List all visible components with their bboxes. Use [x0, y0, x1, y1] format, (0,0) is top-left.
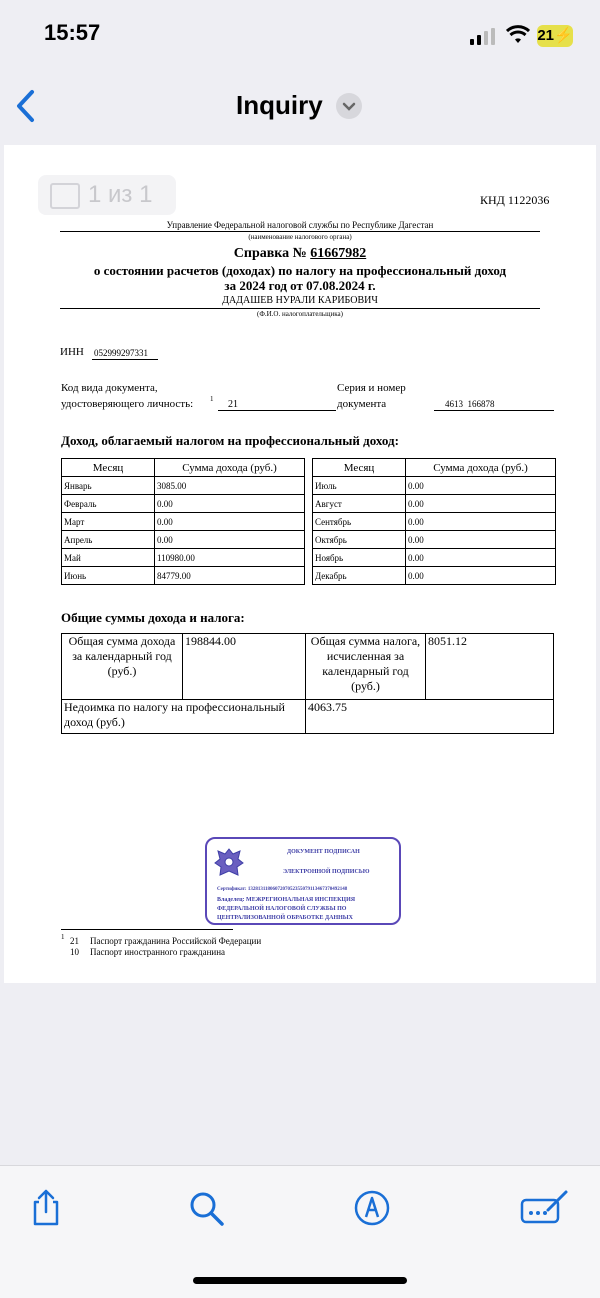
col-month: Месяц [62, 459, 155, 477]
taxpayer-caption: (Ф.И.О. налогоплательщика) [257, 310, 343, 318]
month-cell: Июль [313, 477, 406, 495]
document-page[interactable] [4, 145, 596, 983]
month-cell: Май [62, 549, 155, 567]
page-counter-text: 1 из 1 [88, 181, 153, 208]
table-row [62, 513, 305, 531]
total-tax-label: Общая сумма налога, исчисленная за календарный год (руб.) [306, 634, 426, 700]
amount-cell: 0.00 [406, 549, 556, 567]
arrears-value: 4063.75 [306, 700, 554, 734]
authority-caption: (наименование налогового органа) [248, 233, 352, 241]
footnote-ref: 1 [210, 395, 214, 403]
month-cell: Февраль [62, 495, 155, 513]
certificate-number: 61667982 [310, 246, 367, 261]
totals-heading: Общие суммы дохода и налога: [61, 610, 245, 625]
amount-cell: 0.00 [155, 531, 305, 549]
page-icon [50, 183, 80, 209]
doc-code-label-1: Код вида документа, [61, 382, 158, 394]
inn-value: 052999297331 [94, 348, 148, 358]
month-cell: Август [313, 495, 406, 513]
markup-icon[interactable] [352, 1188, 392, 1228]
nav-title[interactable]: Inquiry [236, 90, 323, 120]
emblem-icon [213, 845, 245, 881]
stamp-owner-2: ФЕДЕРАЛЬНОЙ НАЛОГОВОЙ СЛУЖБЫ ПО [217, 906, 347, 912]
footnote-2-text: Паспорт иностранного гражданина [90, 947, 226, 957]
inn-label: ИНН [60, 346, 84, 358]
stamp-owner-3: ЦЕНТРАЛИЗОВАННОЙ ОБРАБОТКЕ ДАННЫХ [217, 915, 353, 921]
stamp-line-1: ДОКУМЕНТ ПОДПИСАН [287, 849, 360, 855]
table-row [313, 549, 556, 567]
battery-level: 21 [537, 27, 554, 44]
amount-cell: 0.00 [406, 531, 556, 549]
month-cell: Ноябрь [313, 549, 406, 567]
table-row [313, 567, 556, 585]
month-cell: Октябрь [313, 531, 406, 549]
table-row [313, 513, 556, 531]
col-amount: Сумма дохода (руб.) [406, 459, 556, 477]
footnote-mark: 1 [61, 933, 65, 941]
table-row [313, 495, 556, 513]
month-cell: Июнь [62, 567, 155, 585]
share-icon[interactable] [26, 1188, 66, 1228]
income-heading: Доход, облагаемый налогом на профессиональный доход: [61, 433, 399, 448]
table-row [62, 477, 305, 495]
table-row [62, 549, 305, 567]
knd-code: КНД 1122036 [480, 193, 550, 207]
month-cell: Апрель [62, 531, 155, 549]
amount-cell: 0.00 [155, 495, 305, 513]
stamp-owner: Владелец: МЕЖРЕГИОНАЛЬНАЯ ИНСПЕКЦИЯ [217, 897, 356, 903]
nav-bar [0, 72, 600, 138]
amount-cell: 0.00 [406, 567, 556, 585]
col-amount: Сумма дохода (руб.) [155, 459, 305, 477]
stamp-line-2: ЭЛЕКТРОННОЙ ПОДПИСЬЮ [283, 869, 370, 875]
tax-authority: Управление Федеральной налоговой службы по Республике Дагестан [166, 220, 434, 230]
table-row [62, 567, 305, 585]
taxpayer-name: ДАДАШЕВ НУРАЛИ КАРИБОВИЧ [222, 295, 378, 306]
series-label-1: Серия и номер [337, 382, 406, 394]
home-indicator [193, 1277, 407, 1284]
charging-icon: ⚡ [554, 27, 573, 44]
footnote-2-code: 10 [70, 947, 79, 957]
certificate-title [4, 246, 596, 262]
table-row [62, 531, 305, 549]
total-income-value: 198844.00 [183, 634, 306, 700]
amount-cell: 0.00 [406, 477, 556, 495]
amount-cell: 0.00 [406, 495, 556, 513]
e-signature-stamp [205, 837, 401, 925]
month-cell: Март [62, 513, 155, 531]
amount-cell: 0.00 [155, 513, 305, 531]
total-income-label: Общая сумма дохода за календарный год (руб.) [62, 634, 183, 700]
income-table-left [61, 458, 305, 585]
col-month: Месяц [313, 459, 406, 477]
back-button[interactable] [12, 86, 42, 126]
table-row [313, 477, 556, 495]
totals-table [61, 633, 554, 734]
footnote-1-code: 21 [70, 936, 79, 946]
search-icon[interactable] [186, 1188, 226, 1228]
series-label-2: документа [337, 398, 387, 410]
table-row [313, 531, 556, 549]
total-tax-value: 8051.12 [426, 634, 554, 700]
sign-icon[interactable] [520, 1188, 570, 1228]
month-cell: Сентябрь [313, 513, 406, 531]
certificate-subtitle: о состоянии расчетов (доходах) по налогу на профессиональный доход [93, 263, 507, 278]
income-table-right [312, 458, 556, 585]
cellular-signal-icon [470, 28, 496, 45]
title-prefix: Справка № [233, 246, 307, 261]
amount-cell: 3085.00 [155, 477, 305, 495]
amount-cell: 110980.00 [155, 549, 305, 567]
status-bar [0, 0, 600, 70]
doc-code-value: 21 [228, 399, 238, 410]
table-row [62, 495, 305, 513]
month-cell: Январь [62, 477, 155, 495]
battery-indicator [537, 25, 573, 47]
series-value: 4613 166878 [445, 399, 495, 409]
wifi-icon [506, 25, 530, 45]
amount-cell: 0.00 [406, 513, 556, 531]
arrears-label: Недоимка по налогу на профессиональный доход (руб.) [62, 700, 306, 734]
certificate-period: за 2024 год от 07.08.2024 г. [224, 278, 376, 293]
month-cell: Декабрь [313, 567, 406, 585]
stamp-cert: Сертификат: 1328131180607207052355079113467370492148 [217, 887, 348, 892]
page-counter [38, 175, 176, 215]
amount-cell: 84779.00 [155, 567, 305, 585]
chevron-down-icon[interactable] [336, 93, 362, 119]
footnote-1-text: Паспорт гражданина Российской Федерации [90, 936, 262, 946]
doc-code-label-2: удостоверяющего личность: [61, 398, 194, 410]
status-time: 15:57 [44, 20, 101, 45]
